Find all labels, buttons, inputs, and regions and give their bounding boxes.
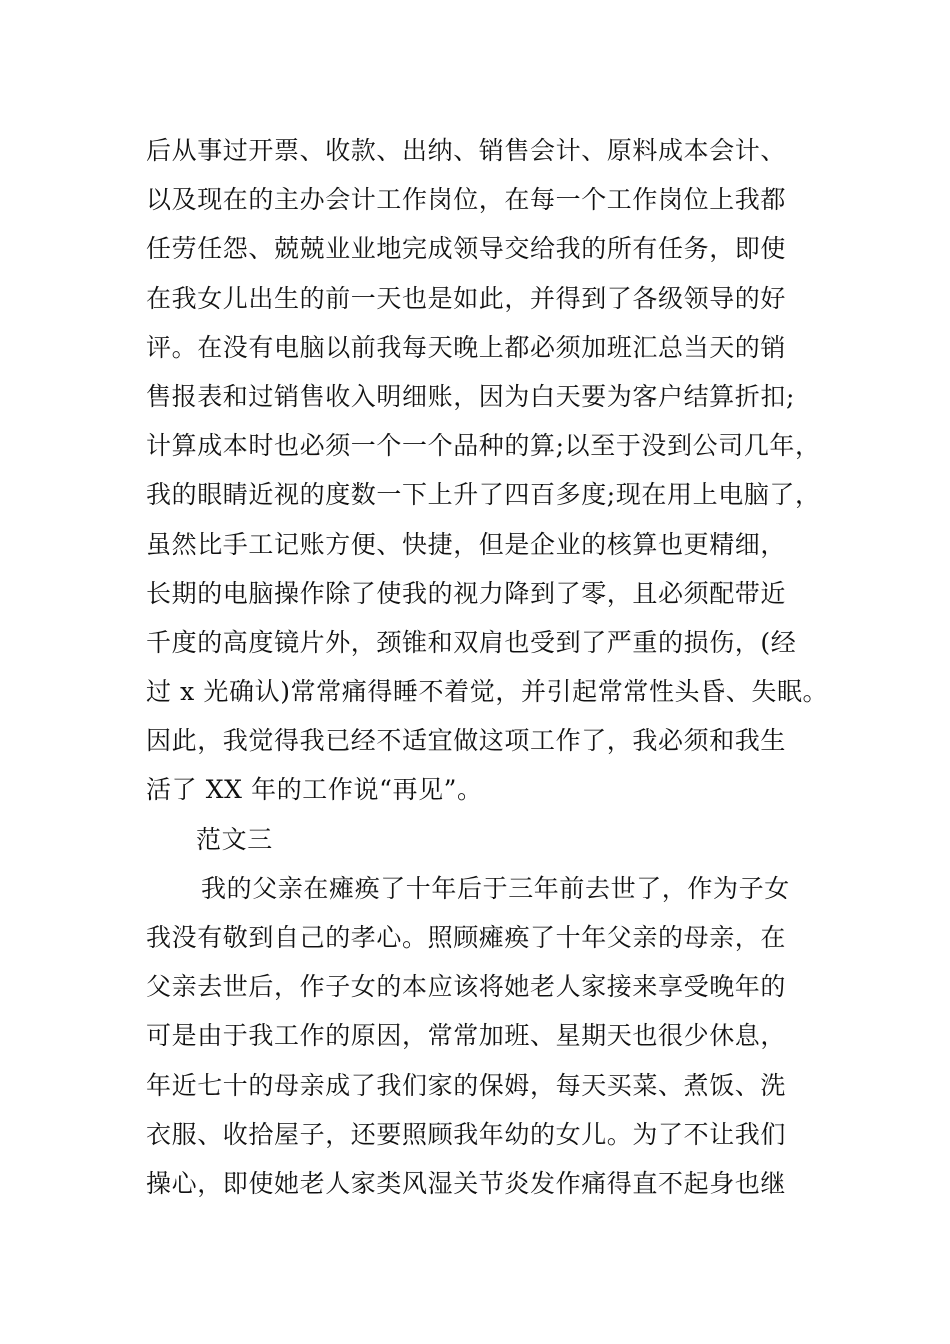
paragraph-line: 可是由于我工作的原因，常常加班、星期天也很少休息， xyxy=(146,1021,787,1051)
paragraph-line: 在我女儿出生的前一天也是如此，并得到了各级领导的好 xyxy=(146,283,787,313)
paragraph-line: 虽然比手工记账方便、快捷，但是企业的核算也更精细， xyxy=(146,529,787,559)
paragraph-line: 售报表和过销售收入明细账，因为白天要为客户结算折扣; xyxy=(146,381,796,411)
paragraph-line: 过 x 光确认)常常痛得睡不着觉，并引起常常性头昏、失眠。 xyxy=(146,677,829,707)
paragraph-line: 父亲去世后，作子女的本应该将她老人家接来享受晚年的 xyxy=(146,972,787,1002)
paragraph-line: 长期的电脑操作除了使我的视力降到了零，且必须配带近 xyxy=(146,578,787,608)
paragraph-line: 衣服、收拾屋子，还要照顾我年幼的女儿。为了不让我们 xyxy=(146,1119,787,1149)
paragraph-line: 后从事过开票、收款、出纳、销售会计、原料成本会计、 xyxy=(146,136,787,165)
paragraph-line: 以及现在的主办会计工作岗位，在每一个工作岗位上我都 xyxy=(146,185,787,215)
paragraph-line: 我的父亲在瘫痪了十年后于三年前去世了，作为子女 xyxy=(201,873,790,903)
paragraph-line: 年近七十的母亲成了我们家的保姆，每天买菜、煮饭、洗 xyxy=(146,1070,787,1100)
paragraph-line: 计算成本时也必须一个一个品种的算;以至于没到公司几年， xyxy=(146,431,821,461)
paragraph-line: 千度的高度镜片外，颈锥和双肩也受到了严重的损伤，(经 xyxy=(146,627,797,657)
section-heading: 范文三 xyxy=(196,824,273,854)
paragraph-line: 活了 XX 年的工作说“再见”。 xyxy=(146,775,483,805)
document-body xyxy=(146,126,836,1208)
paragraph-line: 评。在没有电脑以前我每天晚上都必须加班汇总当天的销 xyxy=(146,332,787,362)
paragraph-line: 操心，即使她老人家类风湿关节炎发作痛得直不起身也继 xyxy=(146,1168,787,1198)
paragraph-line: 任劳任怨、兢兢业业地完成领导交给我的所有任务，即使 xyxy=(146,234,787,264)
paragraph-line: 我没有敬到自己的孝心。照顾瘫痪了十年父亲的母亲，在 xyxy=(146,923,787,952)
paragraph-line: 因此，我觉得我已经不适宜做这项工作了，我必须和我生 xyxy=(146,726,787,756)
paragraph-line: 我的眼睛近视的度数一下上升了四百多度;现在用上电脑了， xyxy=(146,480,821,510)
